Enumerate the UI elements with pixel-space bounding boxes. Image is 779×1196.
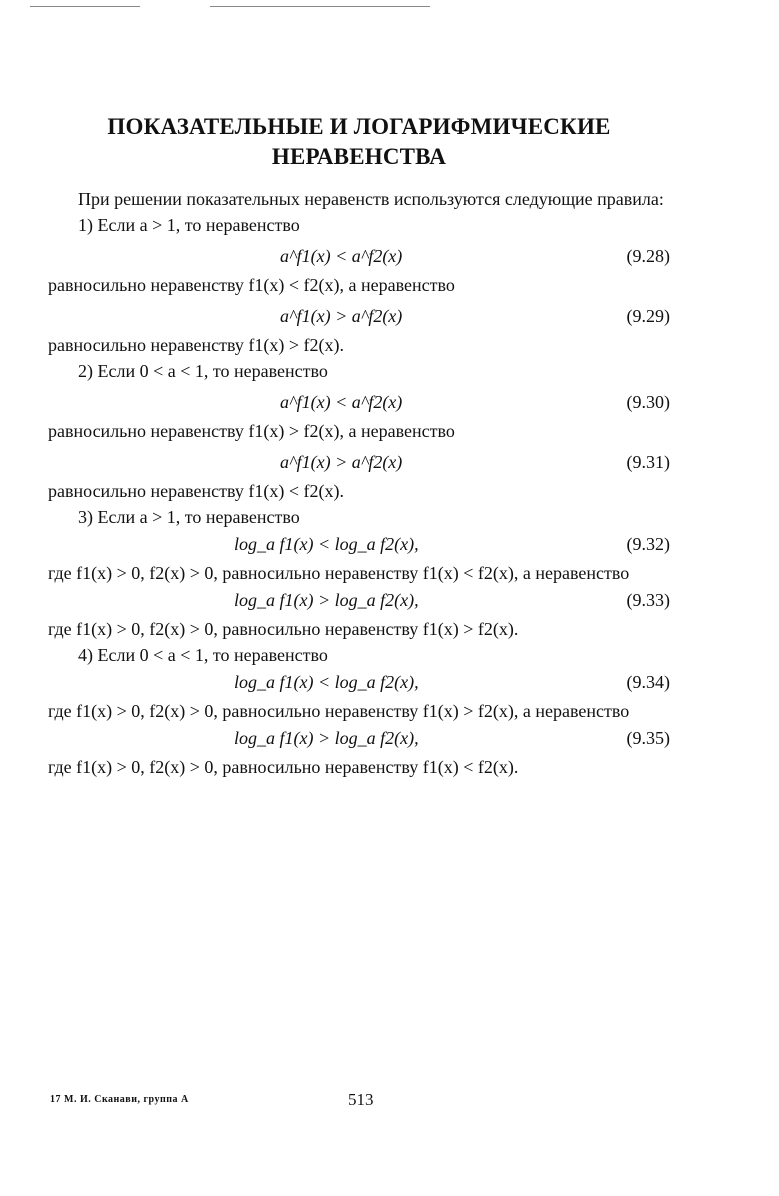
page-title (48, 112, 670, 172)
equation-number-9-29: (9.29) (626, 306, 670, 326)
rule-1-intro: 1) Если a > 1, то неравенство (78, 215, 300, 235)
equation-number-9-34: (9.34) (626, 672, 670, 692)
formula-9-33: log_a f1(x) > log_a f2(x), (234, 590, 419, 610)
intro-paragraph: При решении показательных неравенств используются следующие правила: (78, 189, 664, 209)
rule-4-intro: 4) Если 0 < a < 1, то неравенство (78, 645, 328, 665)
formula-9-34: log_a f1(x) < log_a f2(x), (234, 672, 419, 692)
page-content (48, 112, 670, 780)
text-line-6: где f1(x) > 0, f2(x) > 0, равносильно неравенству f1(x) > f2(x). (48, 619, 519, 639)
equation-9-35 (48, 724, 670, 754)
page-number: 513 (348, 1090, 374, 1109)
equation-number-9-35: (9.35) (626, 728, 670, 748)
scan-artifact-1 (30, 6, 140, 7)
formula-9-28: a^f1(x) < a^f2(x) (280, 246, 403, 266)
formula-9-35: log_a f1(x) > log_a f2(x), (234, 728, 419, 748)
equation-9-30 (48, 384, 670, 418)
equation-9-29 (48, 298, 670, 332)
equation-number-9-31: (9.31) (626, 452, 670, 472)
text-line-7: где f1(x) > 0, f2(x) > 0, равносильно неравенству f1(x) > f2(x), а неравенство (48, 701, 630, 721)
equation-9-32 (48, 530, 670, 560)
equation-9-34 (48, 668, 670, 698)
text-line-8: где f1(x) > 0, f2(x) > 0, равносильно неравенству f1(x) < f2(x). (48, 757, 519, 777)
formula-9-30: a^f1(x) < a^f2(x) (280, 392, 403, 412)
equation-number-9-28: (9.28) (626, 246, 670, 266)
scan-artifact-2 (210, 6, 430, 7)
equation-9-31 (48, 444, 670, 478)
footer-signature: 17 М. И. Сканави, группа А (50, 1094, 189, 1105)
text-line-2: равносильно неравенству f1(x) > f2(x). (48, 335, 344, 355)
title-line-1: ПОКАЗАТЕЛЬНЫЕ И ЛОГАРИФМИЧЕСКИЕ (107, 114, 611, 139)
formula-9-32: log_a f1(x) < log_a f2(x), (234, 534, 419, 554)
text-line-1: равносильно неравенству f1(x) < f2(x), а неравенство (48, 275, 455, 295)
equation-number-9-33: (9.33) (626, 590, 670, 610)
text-line-5: где f1(x) > 0, f2(x) > 0, равносильно неравенству f1(x) < f2(x), а неравенство (48, 563, 630, 583)
text-line-3: равносильно неравенству f1(x) > f2(x), а неравенство (48, 421, 455, 441)
text-line-4: равносильно неравенству f1(x) < f2(x). (48, 481, 344, 501)
formula-9-31: a^f1(x) > a^f2(x) (280, 452, 403, 472)
equation-number-9-30: (9.30) (626, 392, 670, 412)
formula-9-29: a^f1(x) > a^f2(x) (280, 306, 403, 326)
equation-number-9-32: (9.32) (626, 534, 670, 554)
title-line-2: НЕРАВЕНСТВА (271, 144, 447, 169)
rule-2-intro: 2) Если 0 < a < 1, то неравенство (78, 361, 328, 381)
rule-3-intro: 3) Если a > 1, то неравенство (78, 507, 300, 527)
equation-9-28 (48, 238, 670, 272)
equation-9-33 (48, 586, 670, 616)
